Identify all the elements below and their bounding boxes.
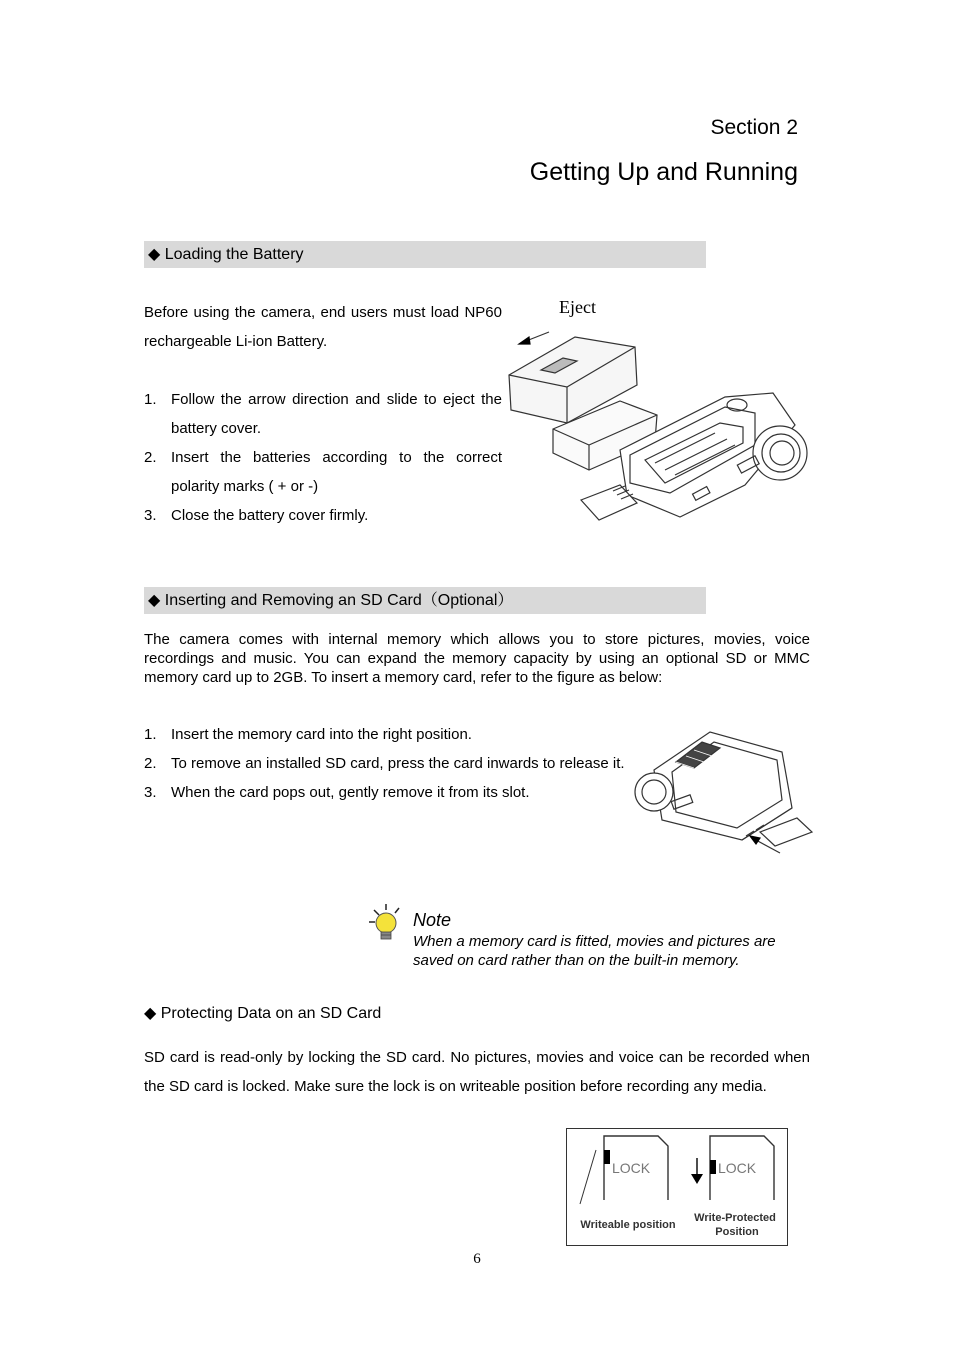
- lightbulb-icon: [366, 902, 410, 944]
- caption-writeable: Writeable position: [580, 1219, 676, 1231]
- sdcard-steps: [144, 720, 626, 807]
- lock-label-left: LOCK: [612, 1160, 651, 1176]
- sdcard-lock-diagram: [566, 1128, 788, 1246]
- lock-switch-unlocked: [604, 1150, 610, 1164]
- battery-section-heading: ◆ Loading the Battery: [144, 241, 706, 268]
- page-number: 6: [473, 1251, 481, 1267]
- list-item: 3. When the card pops out, gently remove it from its slot.: [144, 784, 530, 801]
- sdcard-section-heading: ◆ Inserting and Removing an SD Card（Optional）: [144, 587, 706, 614]
- list-item: 2. Insert the batteries according to the correct polarity marks ( + or -): [144, 449, 502, 495]
- battery-steps: [144, 385, 502, 530]
- list-item: 3. Close the battery cover firmly.: [144, 507, 369, 524]
- section-label: Section 2: [710, 116, 798, 139]
- lock-label-right: LOCK: [718, 1160, 757, 1176]
- protect-section-heading: ◆ Protecting Data on an SD Card: [144, 1005, 382, 1022]
- eject-label: Eject: [559, 297, 596, 317]
- caption-position: Position: [715, 1226, 759, 1238]
- list-item: 2. To remove an installed SD card, press the card inwards to release it.: [144, 755, 625, 772]
- protect-text: SD card is read-only by locking the SD card. No pictures, movies and voice can be recorded when the SD card is locked. Make sure the lock is on writeable position before recording any media.: [144, 1049, 810, 1095]
- note-text: When a memory card is fitted, movies and pictures are saved on card rather than on the built-in memory.: [413, 933, 776, 969]
- battery-intro: Before using the camera, end users must load NP60 rechargeable Li-ion Battery.: [144, 304, 502, 350]
- list-item: 1. Follow the arrow direction and slide to eject the battery cover.: [144, 391, 502, 437]
- battery-loading-illustration: [505, 325, 810, 525]
- sdcard-intro: The camera comes with internal memory which allows you to store pictures, movies, voice recordings and music. You can expand the memory capacity by using an optional SD or MMC memory card up to 2GB. To insert a memory card, refer to the figure as below:: [144, 631, 810, 686]
- page-title: Getting Up and Running: [529, 158, 798, 186]
- list-item: 1. Insert the memory card into the right position.: [144, 726, 472, 743]
- lock-switch-locked: [710, 1160, 716, 1174]
- caption-write-protected: Write-Protected: [694, 1212, 776, 1224]
- sdcard-insert-illustration: [632, 728, 814, 856]
- note-title: Note: [413, 910, 452, 930]
